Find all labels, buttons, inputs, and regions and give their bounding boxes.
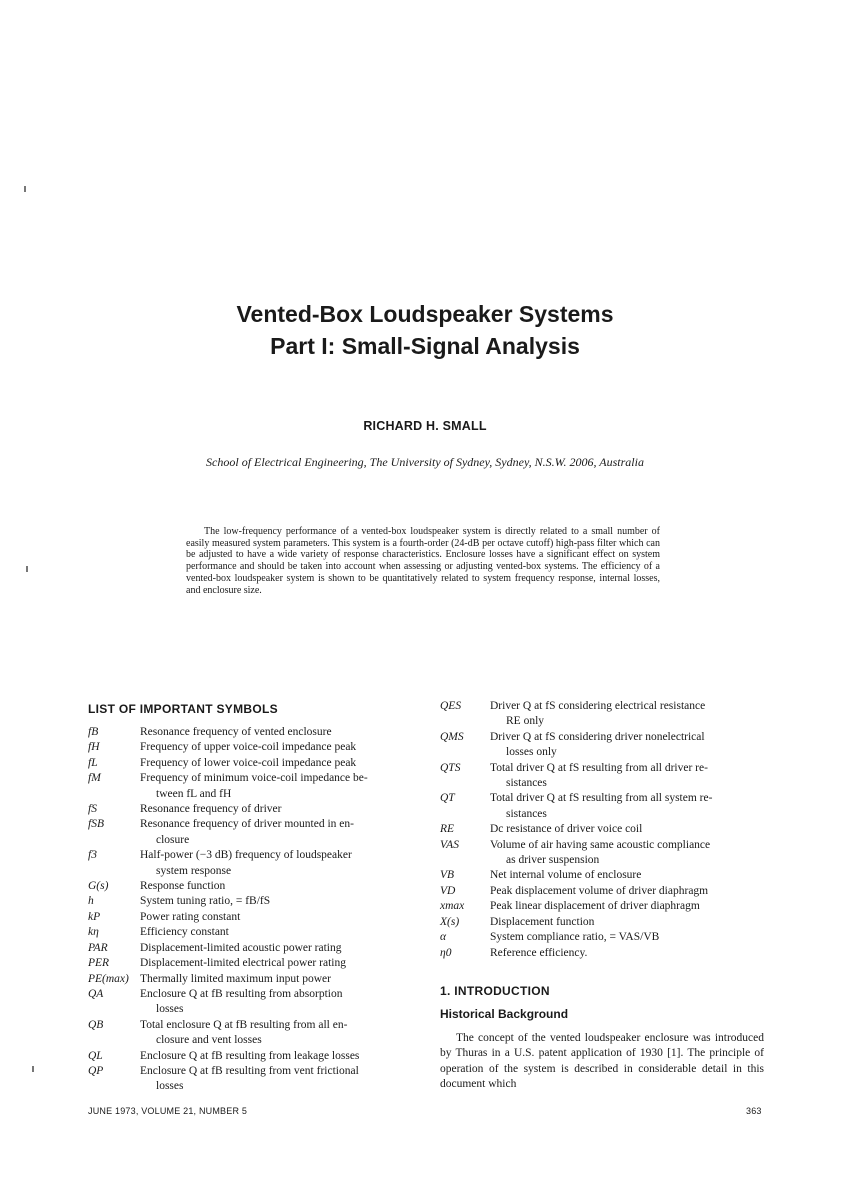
symbol: VD — [440, 884, 456, 897]
definition-text: Total enclosure Q at fB resulting from all en- — [140, 1018, 348, 1031]
definition-text: Reference efficiency. — [490, 946, 588, 959]
symbol-definition — [490, 930, 764, 945]
symbol: QB — [88, 1018, 104, 1031]
symbol-definition — [140, 941, 416, 956]
symbol-entry — [440, 838, 764, 869]
symbol-entry — [440, 946, 764, 961]
symbol: h — [88, 895, 94, 908]
symbol: QP — [88, 1064, 104, 1077]
symbol-entry — [88, 1049, 416, 1064]
symbols-list-left — [88, 725, 416, 1095]
definition-text: Dc resistance of driver voice coil — [490, 823, 643, 836]
definition-text: Thermally limited maximum input power — [140, 972, 331, 985]
symbol-entry — [88, 771, 416, 802]
abstract: The low-frequency performance of a vented-box loudspeaker system is directly related to a small number of easily measured system parameters. This system is a fourth-order (24-dB per octave cutoff) high-pass filter which can be adjusted to have a wide variety of response characteristics. Enclosure losses have a significant effect on system performance and should be taken into account when assessing or adjusting vented-box systems. The efficiency of a vented-box loudspeaker system is shown to be quantitatively related to system frequency response, internal losses, and enclosure size. — [186, 526, 660, 596]
journal-footer: JUNE 1973, VOLUME 21, NUMBER 5 — [88, 1106, 248, 1116]
definition-text: Frequency of minimum voice-coil impedance be- — [140, 772, 368, 785]
symbol: kP — [88, 910, 101, 923]
definition-text: Resonance frequency of vented enclosure — [140, 726, 332, 738]
symbol: QTS — [440, 761, 461, 774]
symbol: QA — [88, 987, 104, 1000]
definition-text: Efficiency constant — [140, 926, 229, 939]
symbol-definition — [490, 822, 764, 837]
symbol: QMS — [440, 730, 464, 743]
symbol: G(s) — [88, 880, 109, 893]
scan-mark — [32, 1066, 34, 1072]
definition-text: System tuning ratio, = fB/fS — [140, 895, 271, 908]
symbol: PAR — [88, 941, 108, 954]
symbol: PE(max) — [88, 972, 129, 985]
symbol-definition — [490, 915, 764, 930]
definition-text: Frequency of upper voice-coil impedance peak — [140, 741, 357, 754]
definition-text: System compliance ratio, = VAS/VB — [490, 931, 660, 944]
definition-text: Half-power (−3 dB) frequency of loudspeaker — [140, 849, 352, 862]
symbol: α — [440, 931, 447, 944]
symbol-entry — [440, 915, 764, 930]
definition-text: Total driver Q at fS resulting from all driver re- — [490, 761, 708, 774]
definition-text: Enclosure Q at fB resulting from vent frictional — [140, 1064, 359, 1077]
symbol-definition — [490, 730, 764, 761]
symbol-entry — [88, 802, 416, 817]
symbol-entry — [88, 1064, 416, 1095]
symbol-entry — [88, 879, 416, 894]
intro-heading: 1. INTRODUCTION — [440, 984, 550, 998]
symbol: xmax — [440, 900, 465, 913]
definition-continuation: sistances — [506, 777, 547, 790]
symbol-definition — [140, 910, 416, 925]
symbol-definition — [140, 802, 416, 817]
symbol: fL — [88, 756, 98, 769]
symbol-definition — [140, 956, 416, 971]
symbol-definition — [140, 1049, 416, 1064]
page-number: 363 — [746, 1106, 762, 1116]
symbol-entry — [88, 740, 416, 755]
symbol-entry — [88, 756, 416, 771]
symbol-definition — [490, 868, 764, 883]
symbol: X(s) — [440, 915, 460, 928]
definition-continuation: losses — [156, 1003, 184, 1016]
symbol-entry — [440, 868, 764, 883]
symbol-definition — [140, 848, 416, 879]
symbol-entry — [440, 884, 764, 899]
definition-text: Volume of air having same acoustic compliance — [490, 838, 711, 851]
definition-continuation: closure and vent losses — [156, 1034, 262, 1047]
symbol-entry — [88, 894, 416, 909]
symbol-entry — [88, 817, 416, 848]
symbol: kη — [88, 926, 99, 939]
symbol: VB — [440, 869, 455, 882]
paper-title — [0, 298, 850, 362]
symbol-entry — [88, 848, 416, 879]
definition-continuation: tween fL and fH — [156, 787, 232, 800]
symbol: f3 — [88, 849, 97, 862]
symbol-definition — [140, 1018, 416, 1049]
symbol-definition — [140, 925, 416, 940]
symbol: QL — [88, 1049, 103, 1062]
definition-continuation: losses — [156, 1080, 184, 1093]
definition-text: Net internal volume of enclosure — [490, 869, 642, 882]
symbol: fM — [88, 772, 101, 785]
symbol-definition — [490, 699, 764, 730]
definition-continuation: RE only — [506, 715, 545, 728]
symbol-entry — [88, 987, 416, 1018]
symbol: PER — [88, 957, 110, 970]
symbol-definition — [490, 838, 764, 869]
symbol: QT — [440, 792, 455, 805]
symbol-definition — [140, 756, 416, 771]
definition-text: Displacement-limited acoustic power rating — [140, 941, 342, 954]
scan-mark — [24, 186, 26, 192]
definition-text: Peak linear displacement of driver diaphragm — [490, 900, 700, 913]
title-line-2: Part I: Small-Signal Analysis — [270, 333, 580, 359]
symbol-definition — [140, 972, 416, 987]
symbol-entry — [88, 725, 416, 740]
definition-text: Peak displacement volume of driver diaphragm — [490, 884, 709, 897]
definition-text: Displacement-limited electrical power rating — [140, 957, 346, 970]
symbol-definition — [140, 817, 416, 848]
definition-continuation: sistances — [506, 807, 547, 820]
definition-continuation: as driver suspension — [506, 854, 600, 867]
author-affiliation: School of Electrical Engineering, The University of Sydney, Sydney, N.S.W. 2006, Australia — [206, 455, 644, 469]
symbols-heading: LIST OF IMPORTANT SYMBOLS — [88, 702, 278, 716]
symbol-definition — [490, 899, 764, 914]
symbol-entry — [88, 910, 416, 925]
symbol-definition — [140, 725, 416, 740]
symbol: η0 — [440, 946, 452, 959]
symbol: RE — [440, 823, 455, 836]
symbol-definition — [140, 894, 416, 909]
symbol-entry — [440, 899, 764, 914]
definition-text: Response function — [140, 880, 226, 893]
definition-text: Resonance frequency of driver — [140, 803, 282, 816]
symbol-definition — [140, 1064, 416, 1095]
definition-continuation: closure — [156, 833, 190, 846]
symbol-entry — [440, 730, 764, 761]
definition-text: Driver Q at fS considering driver nonelectrical — [490, 730, 705, 743]
symbol-entry — [440, 761, 764, 792]
author-name: RICHARD H. SMALL — [363, 419, 487, 433]
definition-text: Driver Q at fS considering electrical resistance — [490, 700, 706, 712]
symbol: fH — [88, 741, 100, 754]
definition-text: Displacement function — [490, 915, 595, 928]
symbols-list-right — [440, 699, 764, 961]
symbol-entry — [88, 972, 416, 987]
definition-text: Enclosure Q at fB resulting from absorption — [140, 987, 343, 1000]
definition-continuation: system response — [156, 864, 232, 877]
symbol-definition — [490, 761, 764, 792]
intro-paragraph: The concept of the vented loudspeaker enclosure was introduced by Thuras in a U.S. patent application of 1930 [1]. The principle of operation of the system is described in considerable detail in this document which — [440, 1032, 764, 1090]
symbol-definition — [490, 791, 764, 822]
symbol-entry — [88, 925, 416, 940]
title-line-1: Vented-Box Loudspeaker Systems — [236, 301, 614, 327]
symbol: fSB — [88, 818, 104, 831]
symbol-entry — [440, 822, 764, 837]
symbol-definition — [140, 879, 416, 894]
definition-continuation: losses only — [506, 746, 557, 759]
scan-mark — [26, 566, 28, 572]
symbol-definition — [140, 771, 416, 802]
symbol-entry — [440, 699, 764, 730]
definition-text: Resonance frequency of driver mounted in en- — [140, 818, 354, 831]
symbol-definition — [490, 946, 764, 961]
symbol-definition — [490, 884, 764, 899]
symbol-entry — [88, 941, 416, 956]
definition-text: Frequency of lower voice-coil impedance peak — [140, 756, 357, 769]
definition-text: Total driver Q at fS resulting from all system re- — [490, 792, 713, 805]
symbol-definition — [140, 740, 416, 755]
symbol-entry — [440, 791, 764, 822]
symbol: fB — [88, 726, 99, 738]
symbol: QES — [440, 700, 462, 712]
historical-background-heading: Historical Background — [440, 1007, 569, 1021]
symbol: fS — [88, 803, 97, 816]
definition-text: Power rating constant — [140, 910, 241, 923]
symbol-entry — [88, 956, 416, 971]
symbol: VAS — [440, 838, 459, 851]
definition-text: Enclosure Q at fB resulting from leakage losses — [140, 1049, 360, 1062]
symbol-definition — [140, 987, 416, 1018]
symbol-entry — [440, 930, 764, 945]
symbol-entry — [88, 1018, 416, 1049]
